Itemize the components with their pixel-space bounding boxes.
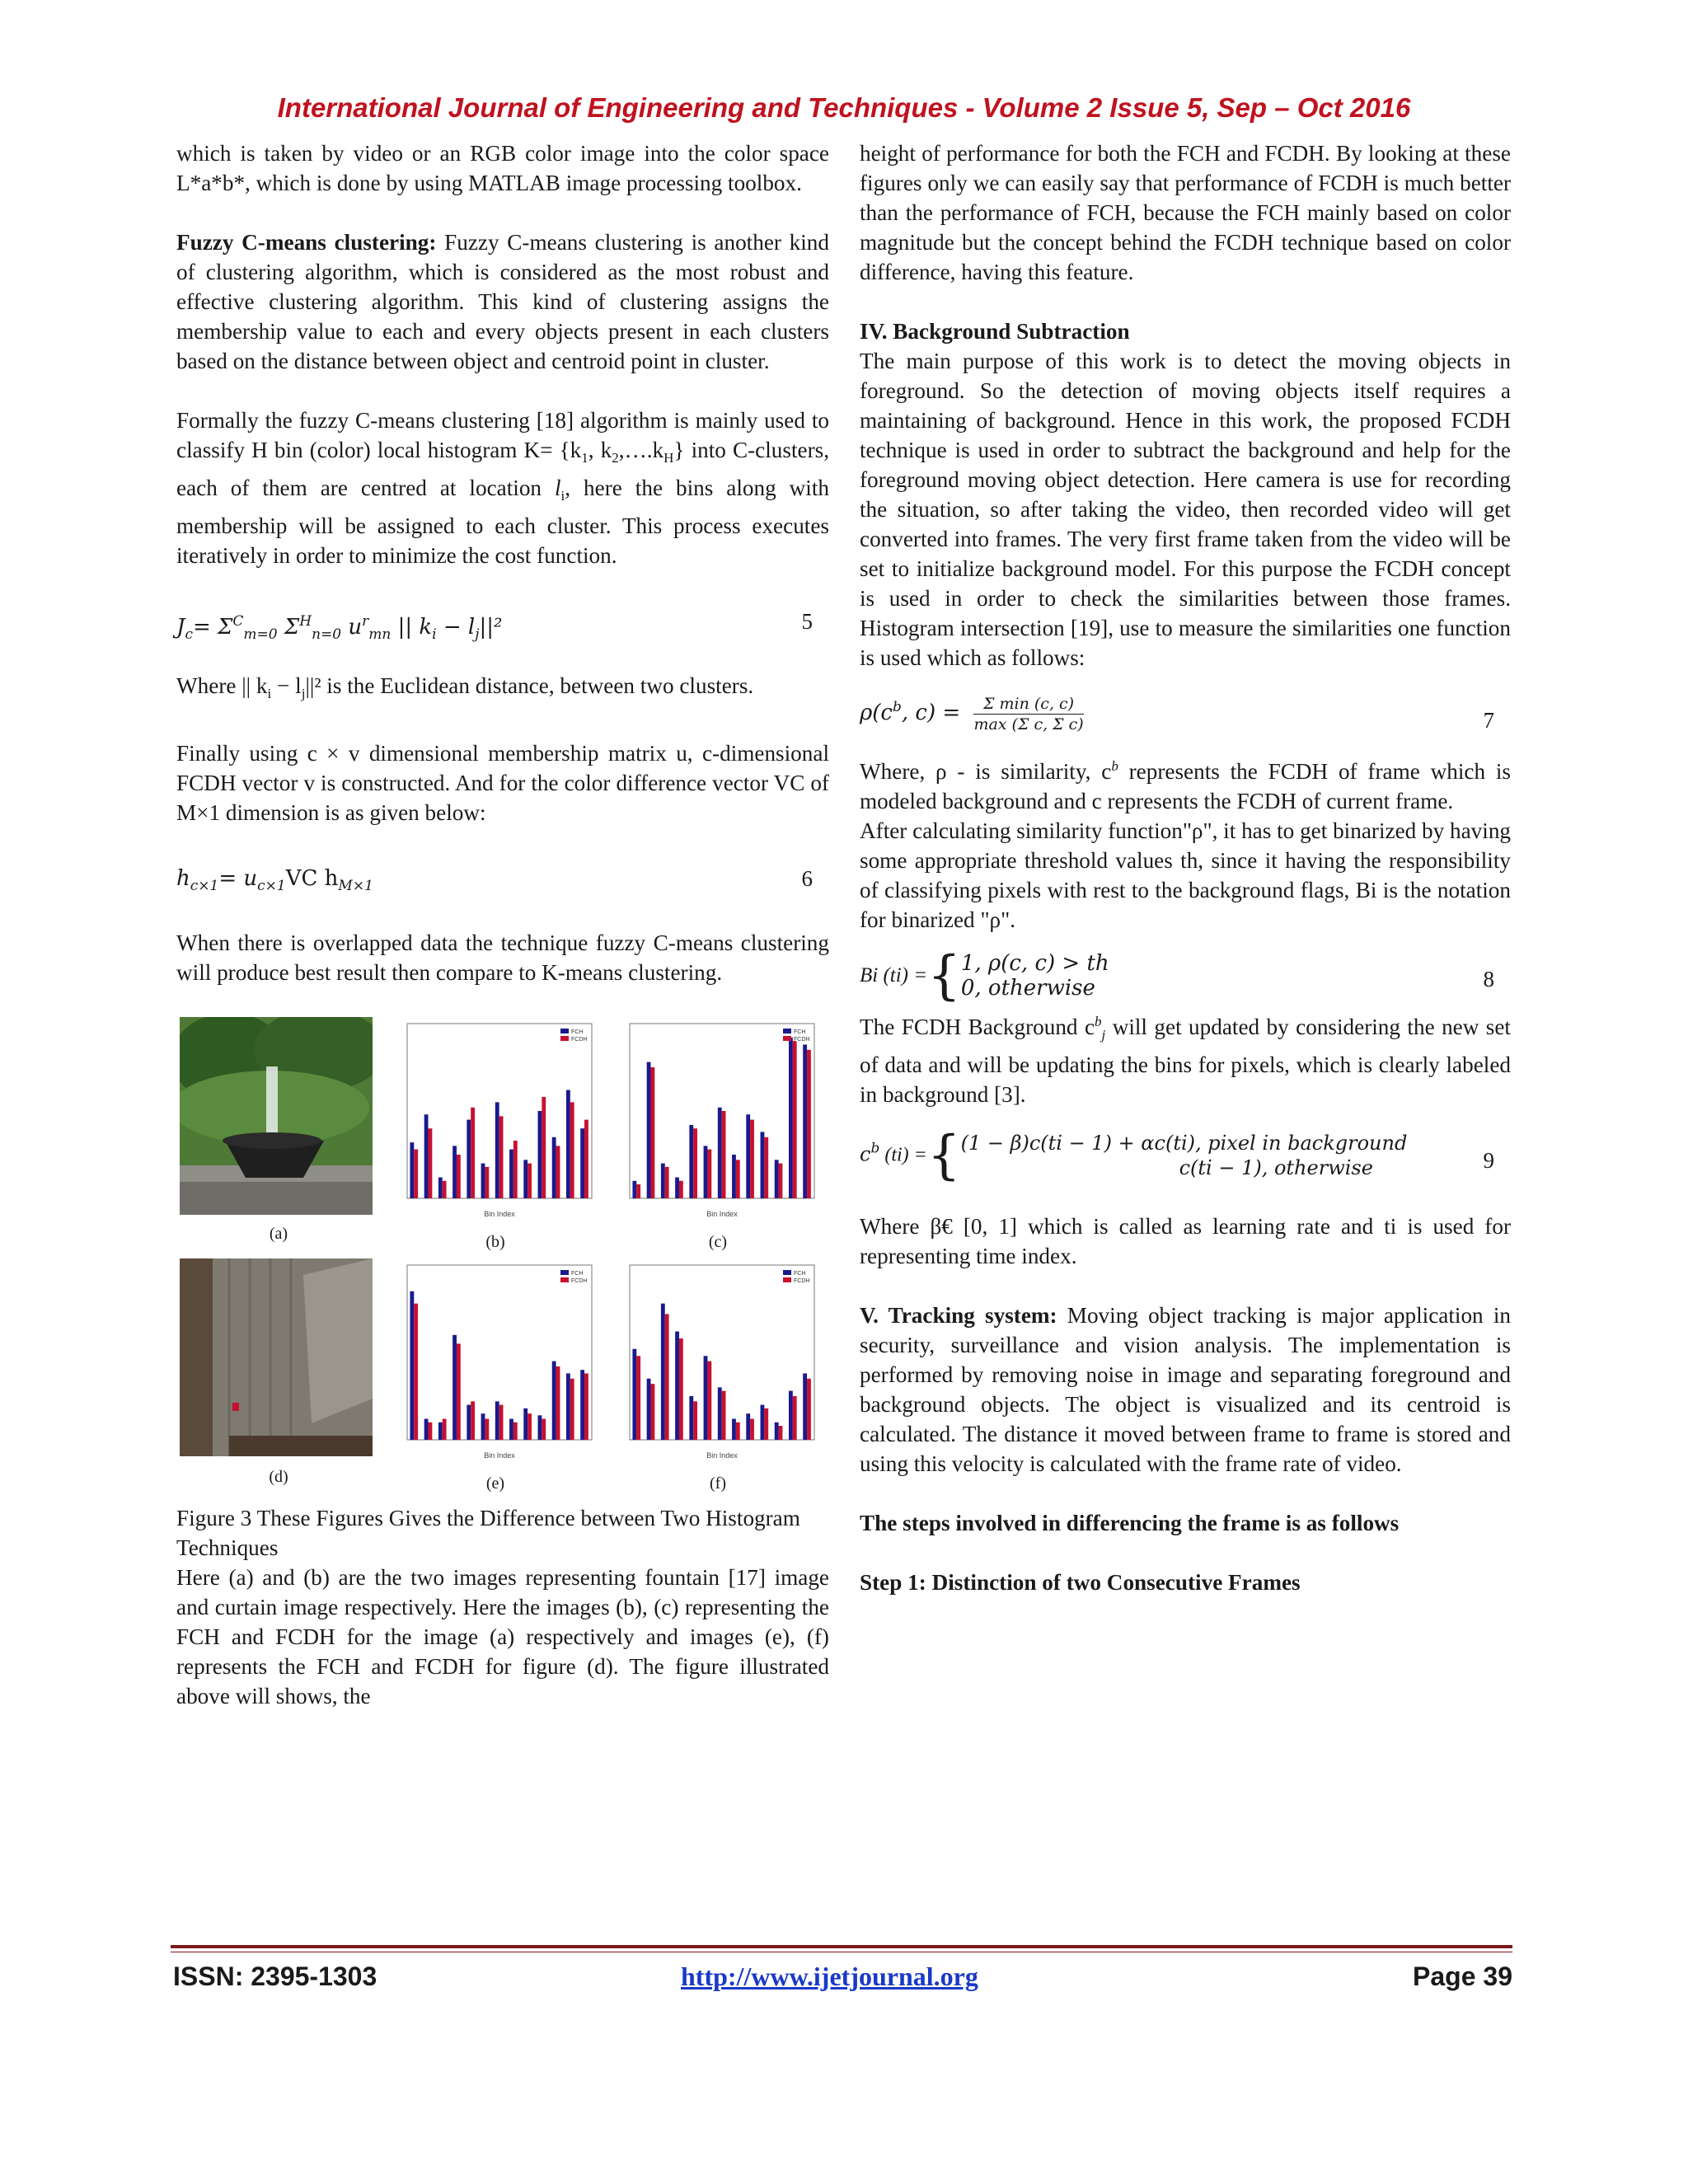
formal-text-d: } into C-clusters, each of them are centred at location xyxy=(176,438,829,500)
legend-label-fcdh: FCDH xyxy=(571,1278,588,1284)
x-axis-label: Bin Index xyxy=(706,1451,738,1460)
bar-fcdh-12 xyxy=(807,1050,811,1198)
eq5-norm: || k xyxy=(391,615,433,640)
bar-fch-8 xyxy=(523,1160,528,1198)
bar-fch-7 xyxy=(509,1419,513,1440)
eq6-sub3: M×1 xyxy=(338,878,373,894)
bar-fch-7 xyxy=(509,1150,513,1198)
where2-b: represents the FCDH of frame which is modeled background and c represents the FCDH of current frame. xyxy=(860,759,1511,813)
eq9-case2: c(ti − 1), otherwise xyxy=(1179,1156,1373,1179)
bar-fch-0 xyxy=(632,1181,636,1198)
bar-fch-12 xyxy=(803,1373,807,1440)
tracking-heading: V. Tracking system: xyxy=(860,1303,1057,1328)
bar-fch-9 xyxy=(761,1132,765,1198)
journal-header: International Journal of Engineering and Techniques - Volume 2 Issue 5, Sep – Oct 2016 xyxy=(277,92,1411,123)
bar-fch-3 xyxy=(675,1178,679,1198)
eq7-mid: , c) = xyxy=(901,701,961,725)
eq5-n: n=0 xyxy=(312,626,342,643)
label-d: (d) xyxy=(269,1468,288,1486)
bar-fch-1 xyxy=(647,1379,651,1440)
footer-url-link[interactable]: http://www.ijetjournal.org xyxy=(681,1961,978,1991)
fcdh-text-b: will get updated by considering the new set of data and will be updating the bins for pixels, which is clearly labeled in background [3]. xyxy=(860,1015,1511,1107)
bar-fcdh-9 xyxy=(542,1097,546,1198)
eq8-number: 8 xyxy=(1483,967,1494,991)
eq9-number: 9 xyxy=(1483,1148,1494,1173)
eq5-sum2: Σ xyxy=(277,615,300,640)
bar-fch-6 xyxy=(495,1401,499,1440)
equation-7 xyxy=(860,689,1511,748)
legend-label-fch: FCH xyxy=(571,1271,584,1277)
bar-fch-8 xyxy=(523,1408,528,1440)
bar-fcdh-8 xyxy=(750,1419,754,1440)
bar-fcdh-4 xyxy=(693,1128,697,1198)
bar-fcdh-4 xyxy=(693,1401,697,1440)
bar-fcdh-0 xyxy=(414,1150,418,1198)
bar-fcdh-11 xyxy=(570,1102,574,1198)
where1-a: Where || k xyxy=(176,673,268,698)
bar-fcdh-7 xyxy=(736,1160,740,1198)
eq5-lhs: J xyxy=(176,615,185,640)
bar-fch-11 xyxy=(566,1090,570,1198)
eq7-denominator: max (Σ c, Σ c) xyxy=(973,715,1084,733)
bar-fch-3 xyxy=(452,1146,457,1198)
bar-fcdh-6 xyxy=(722,1111,726,1198)
legend-swatch-fch xyxy=(783,1270,791,1275)
legend-label-fch: FCH xyxy=(571,1029,584,1035)
eq6-vc: VC h xyxy=(285,866,339,891)
eq9-case1: (1 − β)c(ti − 1) + αc(ti), pixel in background xyxy=(960,1132,1408,1155)
bar-fcdh-7 xyxy=(513,1141,518,1198)
bar-fch-11 xyxy=(789,1391,793,1440)
bar-fcdh-5 xyxy=(485,1419,489,1440)
bg-text: The main purpose of this work is to detect the moving objects in foreground. So the detection of moving objects itself requires a maintaining of background. Hence in this work, the proposed FCDH technique is used in order to subtract the background and help for the foreground moving object detection. Here camera is use for recording the situation, so after taking the video, then recorded video will get converted into frames. The very first frame taken from the video will be set to initialize background model. For this purpose the FCDH concept is used in order to check the similarities between those frames. Histogram intersection [19], use to measure the similarities one function is used which as follows: xyxy=(860,349,1511,670)
bar-fch-0 xyxy=(410,1291,414,1440)
where1-c: ||² is the Euclidean distance, between two clusters. xyxy=(305,673,754,698)
eq6-number: 6 xyxy=(801,866,813,891)
label-f: (f) xyxy=(710,1474,726,1493)
formal-text-b: , k xyxy=(588,438,612,462)
bar-fcdh-12 xyxy=(807,1379,811,1440)
eq6-mid: = u xyxy=(218,866,258,891)
left-column xyxy=(176,138,829,1711)
tracking-text: Moving object tracking is major application in security, surveillance and vision analysis. The implementation is performed by removing noise in image and separating foreground and background objects. The object is visualized and its centroid is calculated. The distance it moved between frame to frame is stored and using this velocity is calculated with the frame rate of video. xyxy=(860,1303,1511,1476)
legend-swatch-fcdh xyxy=(783,1277,791,1282)
bar-fcdh-5 xyxy=(707,1361,711,1440)
where-paragraph-3: Where β€ [0, 1] which is called as learning rate and ti is used for representing time index. xyxy=(860,1214,1511,1268)
eq7-lhs: ρ(c xyxy=(860,701,893,725)
bar-fcdh-6 xyxy=(499,1116,504,1198)
bar-fch-5 xyxy=(704,1356,708,1440)
label-a: (a) xyxy=(269,1225,288,1243)
bar-fcdh-11 xyxy=(570,1379,574,1440)
bar-fcdh-10 xyxy=(556,1146,560,1198)
bar-fch-6 xyxy=(495,1102,499,1198)
legend-label-fch: FCH xyxy=(794,1271,806,1277)
x-axis-label: Bin Index xyxy=(706,1210,738,1218)
legend-swatch-fcdh xyxy=(783,1036,791,1041)
eq6-sub2: c×1 xyxy=(257,878,286,894)
bar-fcdh-12 xyxy=(584,1373,588,1440)
chart-c xyxy=(615,1017,821,1223)
right-paragraph-1: height of performance for both the FCH and FCDH. By looking at these figures only we can easily say that performance of FCDH is much better than the performance of FCH, because the FCH mainly based on color magnitude but the concept behind the FCDH technique based on color difference, having this feature. xyxy=(860,141,1511,284)
bar-fch-4 xyxy=(689,1125,693,1198)
chart-f xyxy=(615,1258,821,1465)
bg-heading: IV. Background Subtraction xyxy=(860,319,1130,344)
bar-fcdh-1 xyxy=(651,1384,655,1440)
bar-fcdh-9 xyxy=(764,1137,768,1198)
formal-paragraph: Formally the fuzzy C-means clustering [18] algorithm is mainly used to classify H bin (color) local histogram $K= \{k_1$, $k_2,\dots.k_H$} into C-clusters, each of them are centred at location $l_i$, here the bins along with membership will be assigned to each cluster. This process executes iteratively in order to minimize the cost function. xyxy=(176,408,829,568)
footer-page-number: Page 39 xyxy=(1413,1961,1512,1991)
bar-fch-3 xyxy=(452,1335,457,1440)
legend-label-fch: FCH xyxy=(794,1029,806,1035)
legend-label-fcdh: FCDH xyxy=(794,1278,810,1284)
bar-fch-3 xyxy=(675,1332,679,1440)
bar-fch-5 xyxy=(481,1413,485,1440)
bar-fcdh-1 xyxy=(429,1128,433,1198)
footer-issn: ISSN: 2395-1303 xyxy=(173,1961,377,1991)
bar-fch-10 xyxy=(775,1160,779,1198)
bar-fcdh-2 xyxy=(443,1181,447,1198)
legend-swatch-fch xyxy=(560,1029,569,1033)
left-paragraph-1: which is taken by video or an RGB color image into the color space L*a*b*, which is done by using MATLAB image processing toolbox. xyxy=(176,141,829,195)
bar-fcdh-0 xyxy=(414,1304,418,1440)
eq7-numerator: Σ min (c, c) xyxy=(973,694,1083,715)
bar-fcdh-8 xyxy=(528,1164,532,1198)
x-axis-label: Bin Index xyxy=(484,1210,515,1218)
fcdh-background-paragraph: The FCDH Background $c^b_j$ will get updated by considering the new set of data and will be updating the bins for pixels, which is clearly labeled in background [3]. xyxy=(860,1014,1511,1107)
legend-label-fcdh: FCDH xyxy=(571,1037,588,1043)
curtain-photo xyxy=(180,1258,373,1456)
eq7-b: b xyxy=(893,699,902,715)
bar-fch-9 xyxy=(538,1415,542,1440)
label-e: (e) xyxy=(485,1474,505,1493)
chart-b xyxy=(392,1017,598,1223)
eq7-fraction xyxy=(973,694,1083,734)
bar-fcdh-10 xyxy=(556,1366,560,1440)
bar-fcdh-2 xyxy=(665,1314,669,1440)
bar-fch-7 xyxy=(732,1419,736,1440)
eq6-sub1: c×1 xyxy=(190,878,219,894)
bar-fcdh-5 xyxy=(485,1167,489,1198)
bar-fcdh-8 xyxy=(528,1413,532,1440)
bar-fcdh-11 xyxy=(793,1041,797,1198)
step-1: Step 1: Distinction of two Consecutive Frames xyxy=(860,1570,1301,1595)
label-c: (c) xyxy=(708,1233,728,1251)
bar-fcdh-0 xyxy=(636,1184,640,1198)
bar-fch-0 xyxy=(410,1142,414,1198)
bar-fch-12 xyxy=(580,1128,584,1198)
bar-fch-1 xyxy=(424,1114,429,1198)
eq6-h: h xyxy=(176,866,190,891)
legend-swatch-fch xyxy=(783,1029,791,1033)
eq8-lhs: Bi (ti) = xyxy=(860,964,928,987)
bar-fcdh-2 xyxy=(443,1419,447,1440)
x-axis-label: Bin Index xyxy=(484,1451,515,1460)
bar-fch-6 xyxy=(718,1387,722,1440)
bar-fcdh-6 xyxy=(722,1391,726,1440)
after-paragraph: After calculating similarity function"ρ", it has to get binarized by having some appropriate threshold values th, since it having the responsibility of classifying pixels with rest to the background flags, Bi is the notation for binarized "ρ". xyxy=(860,818,1512,932)
bar-fcdh-10 xyxy=(779,1164,783,1198)
bar-fcdh-8 xyxy=(750,1120,754,1198)
left-paragraph-5: Finally using c × v dimensional membership matrix u, c-dimensional FCDH vector v is constructed. And for the color difference vector VC of M×1 dimension is as given below: xyxy=(176,741,829,825)
bar-fcdh-9 xyxy=(764,1408,768,1440)
eq5-minus: − l xyxy=(436,615,476,640)
bar-fch-4 xyxy=(467,1405,471,1440)
bar-fch-5 xyxy=(481,1164,485,1198)
eq7-number: 7 xyxy=(1483,708,1494,733)
bar-fch-5 xyxy=(704,1146,708,1198)
bar-fch-4 xyxy=(467,1120,471,1198)
bar-fcdh-4 xyxy=(471,1401,475,1440)
bar-fcdh-11 xyxy=(793,1396,797,1440)
fountain-photo xyxy=(180,1017,373,1215)
bar-fch-6 xyxy=(718,1108,722,1198)
bar-fch-11 xyxy=(789,1038,793,1198)
bar-fch-8 xyxy=(746,1413,750,1440)
bar-fcdh-6 xyxy=(499,1405,504,1440)
eq8-case2: 0, otherwise xyxy=(960,976,1095,1001)
bar-fcdh-3 xyxy=(679,1338,683,1440)
eq9-lhs: c xyxy=(860,1142,871,1166)
bar-fcdh-1 xyxy=(429,1422,433,1440)
bar-fch-2 xyxy=(661,1304,665,1440)
bar-fcdh-3 xyxy=(457,1155,461,1198)
bar-fch-7 xyxy=(732,1155,736,1198)
left-paragraph-6: When there is overlapped data the technique fuzzy C-means clustering will produce best result then compare to K-means clustering. xyxy=(176,930,829,985)
bar-fch-9 xyxy=(761,1405,765,1440)
bar-fch-12 xyxy=(803,1044,807,1198)
formal-text-a: Formally the fuzzy C-means clustering [18] algorithm is mainly used to classify H bin (color) local histogram K= {k xyxy=(176,408,829,462)
bar-fcdh-4 xyxy=(471,1108,475,1198)
figure-paragraph: Here (a) and (b) are the two images representing fountain [17] image and curtain image respectively. Here the images (b), (c) representing the FCH and FCDH for the image (a) respectively and images (e), (f) represents the FCH and FCDH for figure (d). The figure illustrated above will shows, the xyxy=(176,1565,829,1708)
formal-text-e: , here the bins along with membership will be assigned to each cluster. This process executes iteratively in order to minimize the cost function. xyxy=(176,476,829,568)
bar-fcdh-5 xyxy=(707,1150,711,1198)
right-column xyxy=(860,138,1511,1627)
where2-a: Where, ρ - is similarity, c xyxy=(860,759,1112,784)
equation-8: Bi (ti) ={ 1, ρ(c, c) > th 0, otherwise 8 xyxy=(860,945,1494,1006)
bar-fch-9 xyxy=(538,1111,542,1198)
bar-fcdh-0 xyxy=(636,1356,640,1440)
bar-fch-12 xyxy=(580,1370,584,1440)
fcm-heading: Fuzzy C-means clustering: xyxy=(176,230,437,255)
bar-fch-10 xyxy=(775,1422,779,1440)
fcm-paragraph xyxy=(176,227,829,376)
where1-b: − l xyxy=(271,673,302,698)
eq9-lhs2: (ti) = xyxy=(879,1144,927,1166)
where-paragraph-2: Where, ρ - is similarity, $c^b$ represents the FCDH of frame which is modeled background and c represents the FCDH of current frame. xyxy=(860,758,1511,813)
eq5-sum1: = Σ xyxy=(192,615,233,640)
bar-fcdh-1 xyxy=(651,1067,655,1198)
footer-rule-thick xyxy=(171,1945,1512,1948)
bar-fch-11 xyxy=(566,1373,570,1440)
bar-fch-1 xyxy=(647,1062,651,1198)
legend-swatch-fch xyxy=(560,1270,569,1275)
bar-fcdh-7 xyxy=(736,1422,740,1440)
equation-6 xyxy=(176,857,829,907)
bar-fcdh-2 xyxy=(665,1167,669,1198)
where-paragraph-1: Where || $k_i - l_j||^2$ is the Euclidean distance, between two clusters. xyxy=(176,673,754,701)
equation-5: $J_c= \Sigma^C_{m=0}$ $\Sigma^H_{n=0}$ $u^r_{mn}$ || $k_i - l_j||^2$ 5 xyxy=(176,600,829,649)
bar-fch-2 xyxy=(438,1178,443,1198)
legend-label-fcdh: FCDH xyxy=(794,1037,810,1043)
fcdh-text-a: The FCDH Background c xyxy=(860,1015,1095,1039)
eq5-end: ||² xyxy=(479,615,503,640)
fcm-text: Fuzzy C-means clustering is another kind of clustering algorithm, which is considered as the most robust and effective clustering algorithm. This kind of clustering assigns the membership value to each and every objects present in each clusters based on the distance between object and centroid point in cluster. xyxy=(176,230,829,373)
bar-fch-10 xyxy=(552,1137,556,1198)
bar-fcdh-7 xyxy=(513,1422,518,1440)
bar-fch-4 xyxy=(689,1396,693,1440)
bar-fcdh-10 xyxy=(779,1426,783,1440)
bar-fch-2 xyxy=(661,1164,665,1198)
chart-e xyxy=(392,1258,598,1465)
bar-fcdh-3 xyxy=(457,1343,461,1440)
legend-swatch-fcdh xyxy=(560,1277,569,1282)
bar-fch-0 xyxy=(632,1349,636,1440)
bg-section xyxy=(860,316,1511,673)
eq5-number: 5 xyxy=(801,609,813,634)
bar-fch-10 xyxy=(552,1361,556,1440)
eq5-u: u xyxy=(341,615,363,640)
formal-text-c: ,….k xyxy=(618,438,664,462)
bar-fcdh-3 xyxy=(679,1181,683,1198)
figure-caption: Figure 3 These Figures Gives the Difference between Two Histogram Techniques xyxy=(176,1506,800,1560)
bar-fch-1 xyxy=(424,1419,429,1440)
bar-fch-2 xyxy=(438,1422,443,1440)
legend-swatch-fcdh xyxy=(560,1036,569,1041)
tracking-paragraph xyxy=(860,1301,1511,1479)
label-b: (b) xyxy=(485,1233,505,1251)
figure-3 xyxy=(176,1017,829,1503)
bar-fcdh-12 xyxy=(584,1120,588,1198)
bar-fch-8 xyxy=(746,1114,750,1198)
steps-heading: The steps involved in differencing the frame is as follows xyxy=(860,1511,1400,1535)
eq8-case1: 1, ρ(c, c) > th xyxy=(960,951,1109,976)
bar-fcdh-9 xyxy=(542,1419,546,1440)
equation-9: $c^b$ (ti) ={ (1 − β)c(ti − 1) + αc(ti), pixel in background c(ti − 1), otherwise 9 xyxy=(860,1125,1494,1186)
eq5-m: m=0 xyxy=(243,626,278,643)
